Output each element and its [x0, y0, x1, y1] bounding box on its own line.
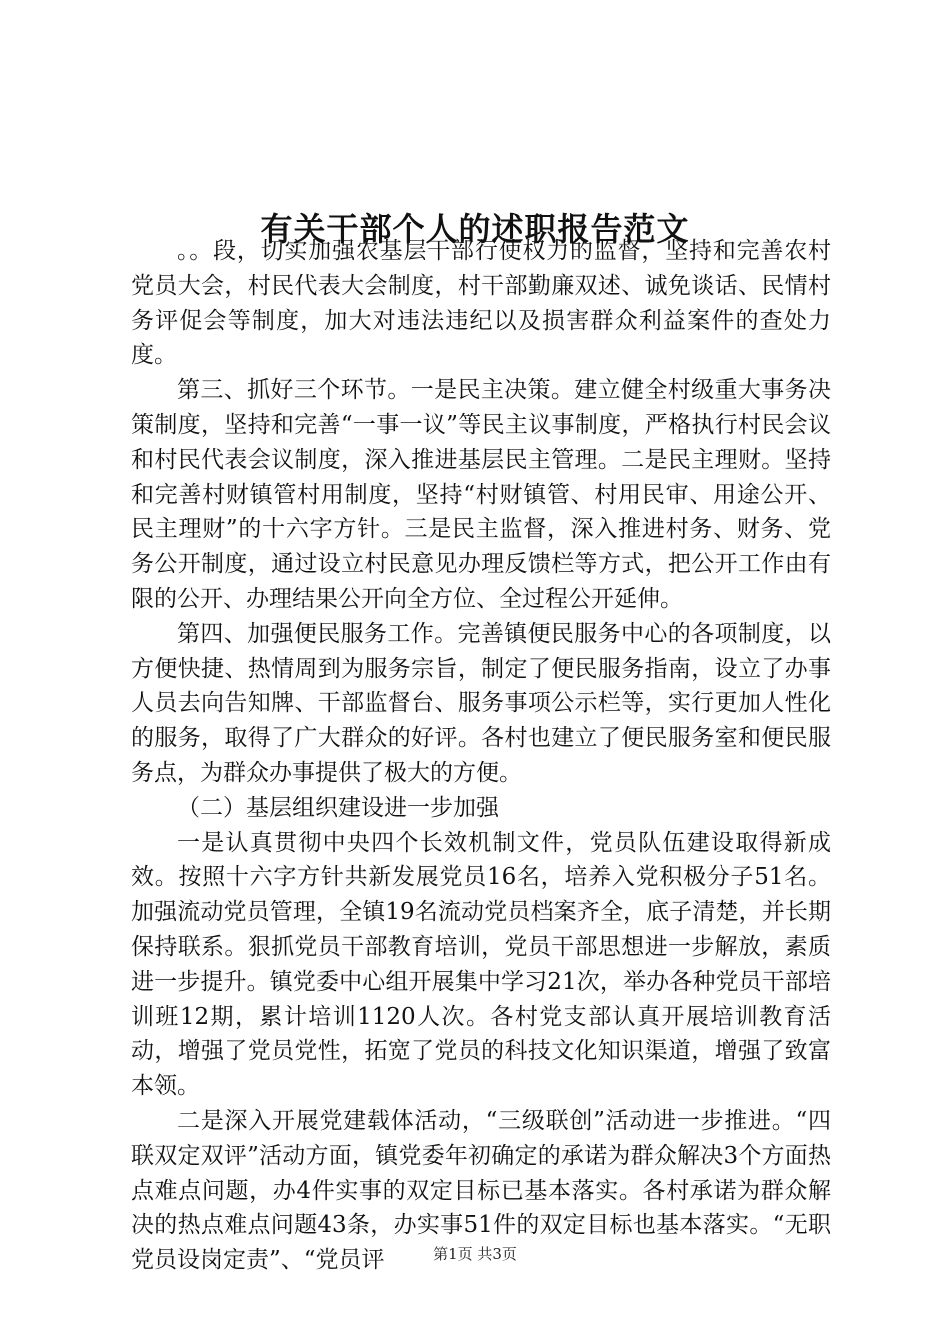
paragraph-party-member-building: 一是认真贯彻中央四个长效机制文件，党员队伍建设取得新成效。按照十六字方针共新发展党员16名，培养入党积极分子51名。加强流动党员管理，全镇19名流动党员档案齐全，底子清楚，并长期保持联系。狠抓党员干部教育培训，党员干部思想进一步解放，素质进一步提升。镇党委中心组开展集中学习21次，举办各种党员干部培训班12期，累计培训1120人次。各村党支部认真开展培训教育活动，增强了党员党性，拓宽了党员的科技文化知识渠道，增强了致富本领。 [131, 829, 831, 1100]
section-heading: （二）基层组织建设进一步加强 [177, 794, 499, 821]
page-footer: 第1页 共3页 [433, 1245, 517, 1263]
document-title: 有关干部个人的述职报告范文 [260, 210, 690, 249]
paragraph-intro: 。。段，切实加强农基层干部行使权力的监督，坚持和完善农村党员大会，村民代表大会制度，村干部勤廉双述、诚免谈话、民情村务评促会等制度，加大对违法违纪以及损害群众利益案件的查处力度。 [131, 238, 831, 369]
paragraph-party-activities: 二是深入开展党建载体活动，“三级联创”活动进一步推进。“四联双定双评”活动方面，镇党委年初确定的承诺为群众解决3个方面热点难点问题，办4件实事的双定目标已基本落实。各村承诺为群众解决的热点难点问题43条，办实事51件的双定目标也基本落实。“无职党员设岗定责”、“党员评 [131, 1107, 831, 1274]
paragraph-three-links: 第三、抓好三个环节。一是民主决策。建立健全村级重大事务决策制度，坚持和完善“一事一议”等民主议事制度，严格执行村民会议和村民代表会议制度，深入推进基层民主管理。二是民主理财。坚持和完善村财镇管村用制度，坚持“村财镇管、村用民审、用途公开、民主理财”的十六字方针。三是民主监督，深入推进村务、财务、党务公开制度，通过设立村民意见办理反馈栏等方式，把公开工作由有限的公开、办理结果公开向全方位、全过程公开延伸。 [131, 377, 831, 612]
paragraph-convenience-service: 第四、加强便民服务工作。完善镇便民服务中心的各项制度，以方便快捷、热情周到为服务宗旨，制定了便民服务指南，设立了办事人员去向告知牌、干部监督台、服务事项公示栏等，实行更加人性化的服务，取得了广大群众的好评。各村也建立了便民服务室和便民服务点，为群众办事提供了极大的方便。 [131, 620, 831, 786]
document-body [131, 234, 831, 1278]
